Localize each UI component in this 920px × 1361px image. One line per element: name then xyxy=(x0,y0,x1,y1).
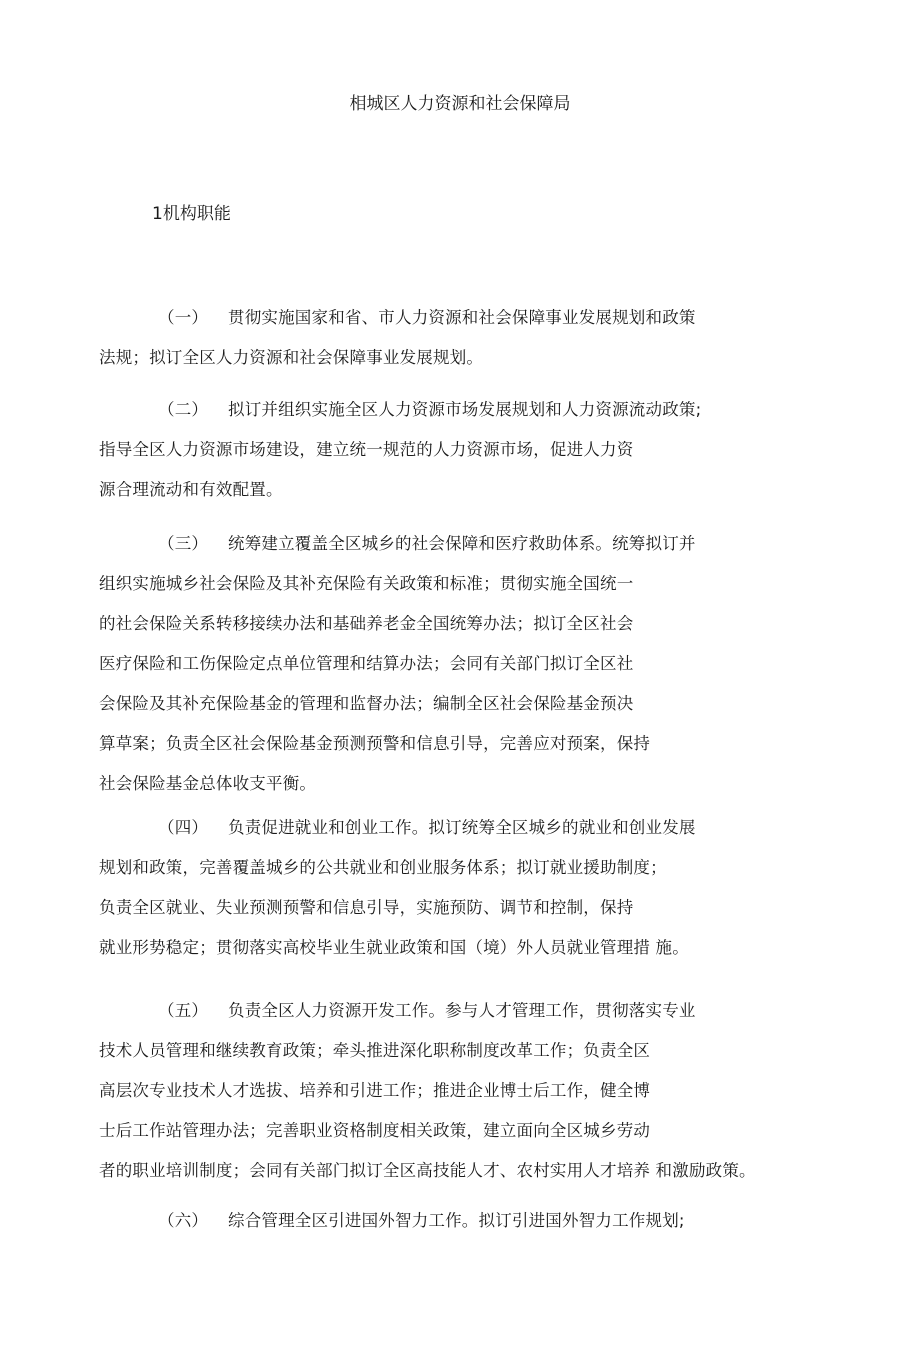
item-continuation-line xyxy=(99,936,689,960)
item-text: 技术人员管理和继续教育政策；牵头推进深化职称制度改革工作；负责全区 xyxy=(99,1041,651,1060)
item-continuation-line xyxy=(99,572,633,596)
document-title: 相城区人力资源和社会保障局 xyxy=(349,94,571,114)
item-continuation-line xyxy=(99,896,633,920)
item-number: （六） xyxy=(158,1211,209,1230)
item-first-line xyxy=(158,1209,685,1233)
item-first-line xyxy=(158,816,696,840)
item-continuation-line xyxy=(99,1119,650,1143)
item-continuation-line xyxy=(99,438,633,462)
item-text: 者的职业培训制度；会同有关部门拟订全区高技能人才、农村实用人才培养 和激励政策。 xyxy=(99,1161,756,1180)
item-continuation-line xyxy=(99,652,633,676)
item-text: 医疗保险和工伤保险定点单位管理和结算办法；会同有关部门拟订全区社 xyxy=(99,654,634,673)
item-text: 的社会保险关系转移接续办法和基础养老金全国统筹办法；拟订全区社会 xyxy=(99,614,634,633)
item-first-line xyxy=(158,999,696,1023)
item-continuation-line xyxy=(99,1079,650,1103)
item-continuation-line xyxy=(99,1039,650,1063)
item-text: 士后工作站管理办法；完善职业资格制度相关政策，建立面向全区城乡劳动 xyxy=(99,1121,651,1140)
item-text: 社会保险基金总体收支平衡。 xyxy=(99,774,317,793)
section-heading: 1机构职能 xyxy=(152,204,231,224)
item-continuation-line xyxy=(99,478,283,502)
item-continuation-line xyxy=(99,772,316,796)
item-text: 负责促进就业和创业工作。拟订统筹全区城乡的就业和创业发展 xyxy=(228,818,696,837)
item-text: 指导全区人力资源市场建设，建立统一规范的人力资源市场，促进人力资 xyxy=(99,440,634,459)
item-number: （一） xyxy=(158,308,209,327)
item-number: （二） xyxy=(158,400,209,419)
item-number: （四） xyxy=(158,818,209,837)
item-first-line xyxy=(158,532,696,556)
item-first-line xyxy=(158,306,696,330)
item-continuation-line xyxy=(99,1159,756,1183)
item-first-line xyxy=(158,398,701,422)
item-text: 高层次专业技术人才选拔、培养和引进工作；推进企业博士后工作，健全博 xyxy=(99,1081,651,1100)
item-text: 负责全区人力资源开发工作。参与人才管理工作，贯彻落实专业 xyxy=(228,1001,696,1020)
item-text: 综合管理全区引进国外智力工作。拟订引进国外智力工作规划; xyxy=(228,1211,685,1230)
item-text: 贯彻实施国家和省、市人力资源和社会保障事业发展规划和政策 xyxy=(228,308,696,327)
item-text: 算草案；负责全区社会保险基金预测预警和信息引导，完善应对预案，保持 xyxy=(99,734,651,753)
item-number: （五） xyxy=(158,1001,209,1020)
item-number: （三） xyxy=(158,534,209,553)
item-continuation-line xyxy=(99,732,650,756)
item-text: 组织实施城乡社会保险及其补充保险有关政策和标准；贯彻实施全国统一 xyxy=(99,574,634,593)
item-text: 源合理流动和有效配置。 xyxy=(99,480,283,499)
item-continuation-line xyxy=(99,856,667,880)
item-text: 会保险及其补充保险基金的管理和监督办法；编制全区社会保险基金预决 xyxy=(99,694,634,713)
item-text: 统筹建立覆盖全区城乡的社会保障和医疗救助体系。统筹拟订并 xyxy=(228,534,696,553)
item-text: 法规；拟订全区人力资源和社会保障事业发展规划。 xyxy=(99,348,484,367)
item-text: 规划和政策，完善覆盖城乡的公共就业和创业服务体系；拟订就业援助制度； xyxy=(99,858,667,877)
item-text: 负责全区就业、失业预测预警和信息引导，实施预防、调节和控制，保持 xyxy=(99,898,634,917)
item-continuation-line xyxy=(99,692,633,716)
item-continuation-line xyxy=(99,612,633,636)
item-continuation-line xyxy=(99,346,483,370)
item-text: 就业形势稳定；贯彻落实高校毕业生就业政策和国（境）外人员就业管理措 施。 xyxy=(99,938,689,957)
item-text: 拟订并组织实施全区人力资源市场发展规划和人力资源流动政策; xyxy=(228,400,702,419)
